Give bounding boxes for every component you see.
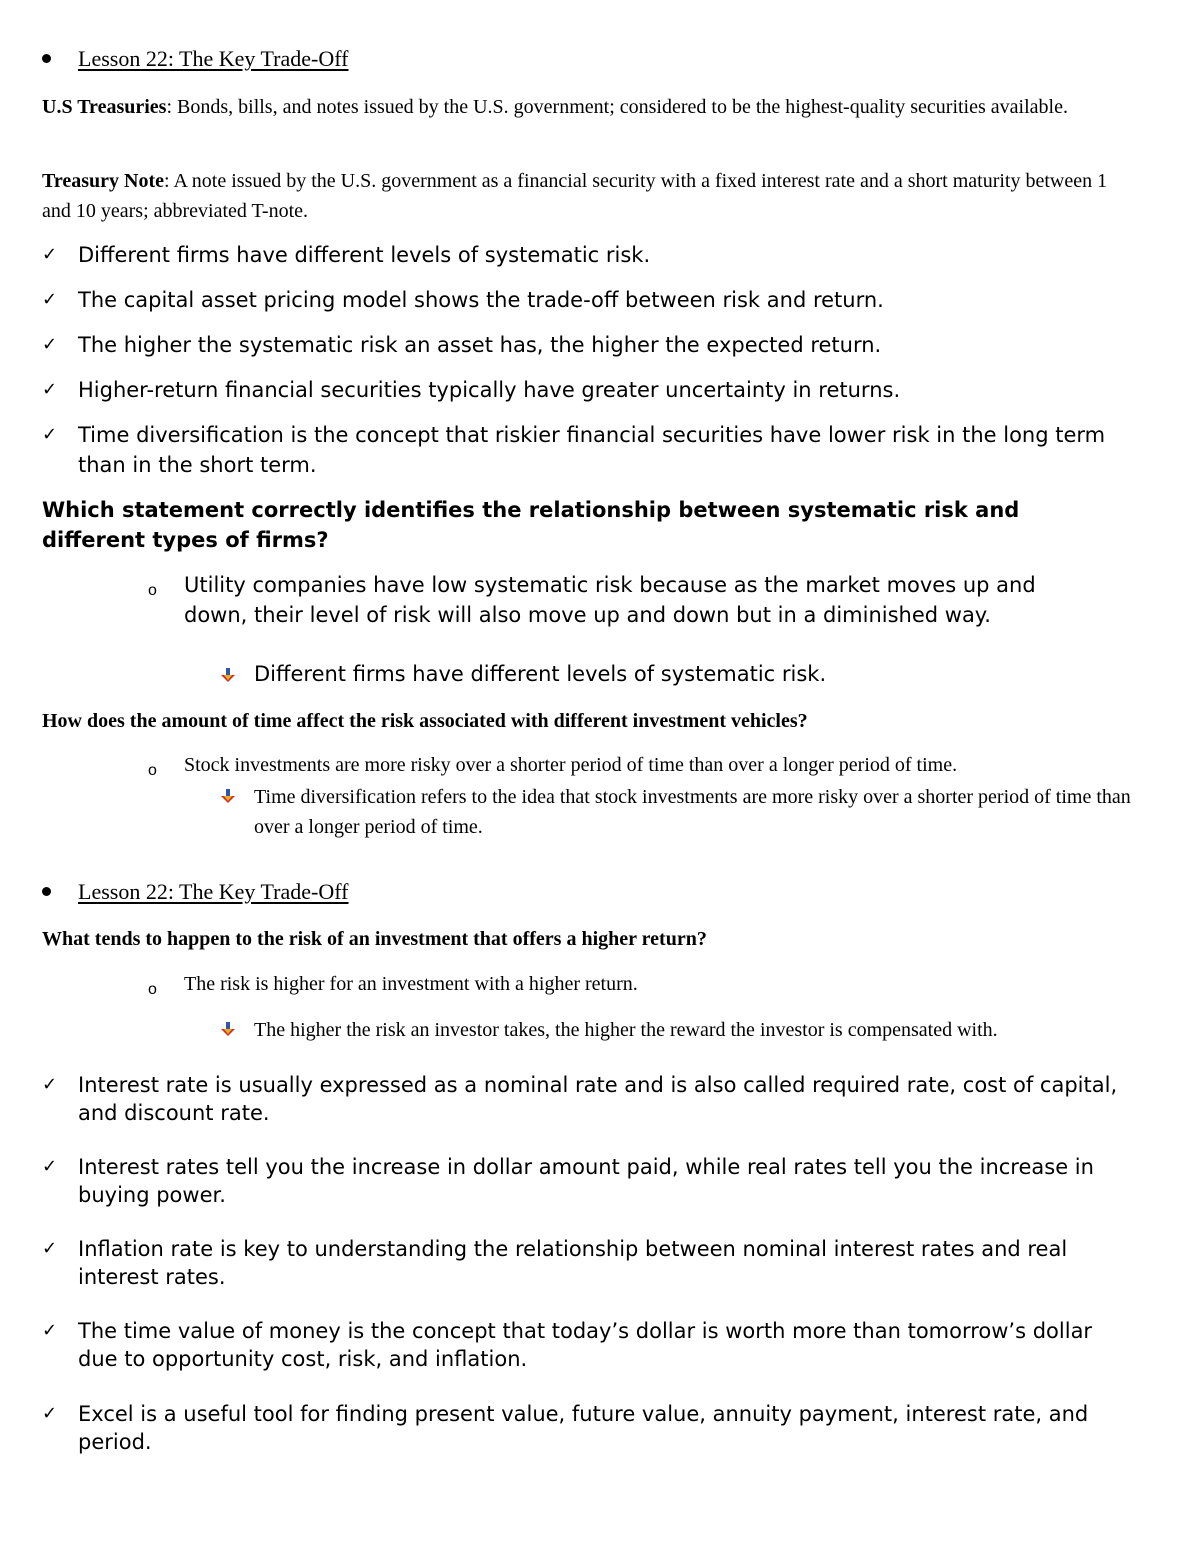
check-text: Interest rate is usually expressed as a nominal rate and is also called required rate, cost of capital, and discount rate.: [78, 1073, 1118, 1125]
lesson-title: Lesson 22: The Key Trade-Off: [78, 46, 349, 71]
check-text: Excel is a useful tool for finding present value, future value, annuity payment, interest rate, and period.: [78, 1402, 1089, 1454]
check-text: Interest rates tell you the increase in dollar amount paid, while real rates tell you the increase in buying power.: [78, 1155, 1094, 1207]
definition-text: : Bonds, bills, and notes issued by the U.S. government; considered to be the highest-quality securities available.: [166, 96, 1068, 118]
check-icon: ✓: [42, 1403, 58, 1424]
sub-bullet-icon: o: [148, 981, 157, 998]
arrow-down-icon: [220, 667, 236, 683]
definition-us-treasuries: [42, 92, 1132, 122]
definition-treasury-note: [42, 166, 1132, 226]
definition-term: U.S Treasuries: [42, 96, 167, 118]
check-icon: ✓: [42, 1320, 58, 1341]
answer-text: The risk is higher for an investment with a higher return.: [184, 973, 638, 995]
check-text: Time diversification is the concept that riskier financial securities have lower risk in the long term than in the short term.: [78, 423, 1106, 477]
check-icon: ✓: [42, 424, 58, 445]
arrow-down-icon: [220, 1021, 236, 1037]
note-text: Different firms have different levels of systematic risk.: [254, 662, 827, 686]
check-text: The time value of money is the concept that today’s dollar is worth more than tomorrow’s dollar due to opportunity cost, risk, and inflation.: [78, 1319, 1093, 1371]
answer-text: Utility companies have low systematic risk because as the market moves up and down, their level of risk will also move up and down but in a diminished way.: [184, 573, 1036, 627]
check-text: Different firms have different levels of systematic risk.: [78, 243, 651, 267]
sub-bullet-icon: o: [148, 582, 157, 599]
question-heading: Which statement correctly identifies the relationship between systematic risk and different types of firms?: [42, 498, 1020, 552]
check-icon: ✓: [42, 1238, 58, 1259]
check-icon: ✓: [42, 379, 58, 400]
arrow-down-icon: [220, 788, 236, 804]
check-text: The higher the systematic risk an asset has, the higher the expected return.: [78, 333, 882, 357]
check-icon: ✓: [42, 1074, 58, 1095]
answer-text: Stock investments are more risky over a shorter period of time than over a longer period of time.: [184, 754, 958, 776]
check-icon: ✓: [42, 1156, 58, 1177]
note-text: Time diversification refers to the idea that stock investments are more risky over a shorter period of time than over a longer period of time.: [254, 786, 1131, 838]
check-text: The capital asset pricing model shows the trade-off between risk and return.: [78, 288, 884, 312]
bullet-icon: [42, 887, 51, 896]
check-text: Higher-return financial securities typically have greater uncertainty in returns.: [78, 378, 901, 402]
question-heading: What tends to happen to the risk of an investment that offers a higher return?: [42, 928, 707, 950]
question-heading: How does the amount of time affect the risk associated with different investment vehicles?: [42, 710, 808, 732]
bullet-icon: [42, 54, 51, 63]
note-text: The higher the risk an investor takes, the higher the reward the investor is compensated with.: [254, 1019, 998, 1041]
check-icon: ✓: [42, 289, 58, 310]
check-text: Inflation rate is key to understanding the relationship between nominal interest rates and real interest rates.: [78, 1237, 1068, 1289]
check-icon: ✓: [42, 334, 58, 355]
check-icon: ✓: [42, 244, 58, 265]
sub-bullet-icon: o: [148, 762, 157, 779]
lesson-title: Lesson 22: The Key Trade-Off: [78, 879, 349, 904]
definition-text: : A note issued by the U.S. government as a financial security with a fixed interest rate and a short maturity between 1 and 10 years; abbreviated T-note.: [42, 170, 1108, 222]
definition-term: Treasury Note: [42, 170, 165, 192]
